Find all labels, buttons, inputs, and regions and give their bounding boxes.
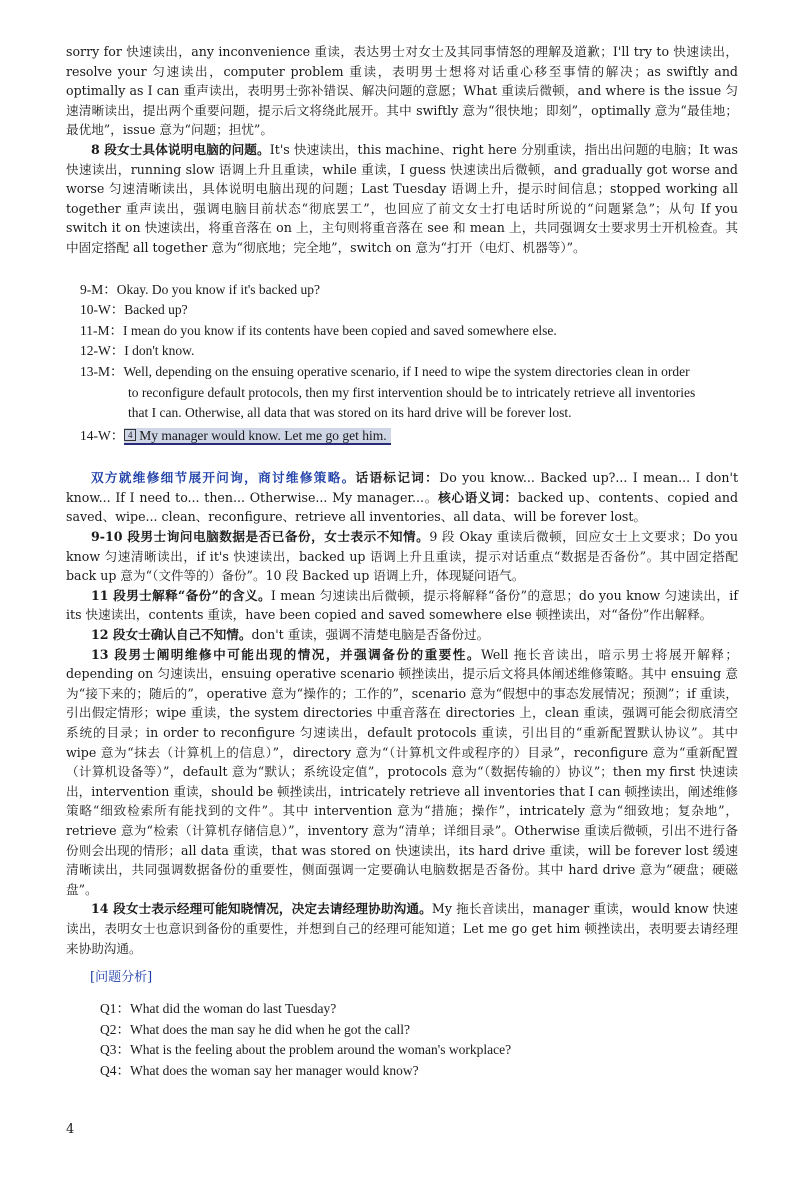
core-label: 核心语义词： xyxy=(438,489,518,505)
paragraph-11 xyxy=(66,586,738,625)
speaker-label: 11-M： xyxy=(80,322,123,338)
dialogue-line xyxy=(128,403,738,424)
dialogue-line-highlighted xyxy=(80,426,738,447)
dialogue-block xyxy=(66,280,738,447)
question-item xyxy=(100,1020,738,1041)
intro-paragraph: sorry for 快速读出，any inconvenience 重读，表达男士对女士及其同事情怒的理解及道歉；I'll try to 快速读出，resolve your 匀速读出，computer problem 重读，表明男士想将对话重心移至事情的解决；as swiftly and optimally as I can 重声读出，表明男士弥补错误、解决问题的意愿；What 重读后微顿，and where is the issue 匀速清晰读出，提出两个重要问题，提示后文将绕此展开。其中 swiftly 意为“很快地；即刻”，optimally 意为“最佳地；最优地”，issue 意为“问题；担忧”。 xyxy=(66,44,738,138)
dialogue-line xyxy=(80,341,738,362)
paragraph-text: don't 重读，强调不清楚电脑是否备份过。 xyxy=(251,627,490,643)
summary-paragraph xyxy=(66,468,738,527)
question-label: Q4： xyxy=(100,1062,130,1078)
question-text: What did the woman do last Tuesday? xyxy=(130,1001,337,1017)
dialogue-text: I mean do you know if its contents have been copied and saved somewhere else. xyxy=(123,322,557,338)
paragraph-14 xyxy=(66,899,738,958)
dialogue-text: to reconfigure default protocols, then my first intervention should be to intricately retrieve all inventories xyxy=(128,384,696,400)
speaker-label: 9-M： xyxy=(80,281,117,297)
marker-text: Do you know... Backed up?... I mean... I don't know... If I need to... then... Otherwise... My manager...。 xyxy=(66,470,739,505)
paragraph-8 xyxy=(66,140,738,258)
marker-label: 话语标记词： xyxy=(355,470,440,486)
page-number: 4 xyxy=(66,1122,75,1137)
question-marker-icon: 4 xyxy=(124,429,136,441)
analysis-label: [问题分析] xyxy=(90,970,153,986)
paragraph-heading: 14 段女士表示经理可能知晓情况，决定去请经理协助沟通。 xyxy=(91,901,432,917)
question-item xyxy=(100,1061,738,1082)
highlighted-sentence xyxy=(124,428,390,445)
paragraph-13 xyxy=(66,645,738,900)
summary-title: 双方就维修细节展开问询，商讨维修策略。 xyxy=(91,470,356,486)
question-label: Q2： xyxy=(100,1021,130,1037)
paragraph-text: Well 拖长音读出，暗示男士将展开解释；depending on 匀速读出，ensuing operative scenario 顿挫读出，提示后文将具体阐述维修策略。其中 ensuing 意为“接下来的；随后的”，operative 意为“操作的；工作的”，scenario 意为“假想中的事态发展情况；预测”；if 重读，引出假定情形；wipe 重读，the system directories 中重音落在 directories 上，clean 重读，强调可能会彻底清空系统的目录；in order to reconfigure 匀速读出，default protocols 重读，引出目的“重新配置默认协议”。其中 wipe 意为“抹去（计算机上的信息）”，directory 意为“（计算机文件或程序的）目录”，reconfigure 意为“重新配置（计算机设备等）”，default 意为“默认；系统设定值”，protocols 意为“（数据传输的）协议”；then my first 快速读出，intervention 重读，should be 顿挫读出，intricately retrieve all inventories that I can 顿挫读出，阐述维修策略“细致检索所有能找到的文件”。其中 intervention 意为“措施；操作”，intricately 意为“细致地；复杂地”，retrieve 意为“检索（计算机存储信息）”，inventory 意为“清单；详细目录”。Otherwise 重读后微顿，引出不进行备份则会出现的情形；all data 重读，that was stored on 快速读出，its hard drive 重读，will be forever lost 缓速清晰读出，共同强调数据备份的重要性，侧面强调一定要确认电脑数据是否备份。其中 hard drive 意为“硬盘；硬磁盘”。 xyxy=(66,646,738,897)
dialogue-line xyxy=(80,362,738,383)
dialogue-line xyxy=(80,280,738,301)
paragraph-text: My 拖长音读出，manager 重读，would know 快速读出，表明女士也意识到备份的重要性，并想到自己的经理可能知道；Let me go get him 顿挫读出，表明要去请经理来协助沟通。 xyxy=(66,901,738,956)
question-item xyxy=(100,1040,738,1061)
dialogue-line xyxy=(80,321,738,342)
question-label: Q1： xyxy=(100,1001,130,1017)
question-list xyxy=(66,999,738,1081)
question-item xyxy=(100,999,738,1020)
paragraph-9-10 xyxy=(66,527,738,586)
paragraph-heading: 13 段男士阐明维修中可能出现的情况，并强调备份的重要性。 xyxy=(91,646,481,662)
question-label: Q3： xyxy=(100,1042,130,1058)
dialogue-line xyxy=(80,300,738,321)
dialogue-line xyxy=(128,383,738,404)
speaker-label: 10-W： xyxy=(80,302,125,318)
question-text: What is the feeling about the problem around the woman's workplace? xyxy=(130,1042,512,1058)
paragraph-heading: 12 段女士确认自己不知情。 xyxy=(91,627,252,643)
dialogue-text: Well, depending on the ensuing operative scenario, if I need to wipe the system directories clean in order xyxy=(123,363,690,379)
paragraph-8-text: It's 快速读出，this machine、right here 分别重读，指出出问题的电脑；It was 快速读出，running slow 语调上升且重读，while 重读，I guess 快速读出后微顿，and gradually got worse and worse 匀速清晰读出，具体说明电脑出现的问题；Last Tuesday 语调上升，提示时间信息；stopped working all together 重声读出，强调电脑目前状态“彻底罢工”，也回应了前文女士打电话时所说的“问题紧急”；从句 If you switch it on 快速读出，将重音落在 on 上，主句则将重音落在 see 和 mean 上，共同强调女士要求男士开机检查。其中固定搭配 all together 意为“彻底地；完全地”，switch on 意为“打开（电灯、机器等）”。 xyxy=(66,141,739,255)
paragraph-heading: 9-10 段男士询问电脑数据是否已备份，女士表示不知情。 xyxy=(91,529,430,545)
paragraph-text: 9 段 Okay 重读后微顿，回应女士上文要求；Do you know 匀速清晰读出，if it's 快速读出，backed up 语调上升且重读，提示对话重点“数据是否备份”。其中固定搭配 back up 意为“（文件等的）备份”。10 段 Backed up 语调上升，体现疑问语气。 xyxy=(66,529,738,584)
dialogue-text: that I can. Otherwise, all data that was stored on its hard drive will be forever lost. xyxy=(128,405,572,421)
question-text: What does the woman say her manager would know? xyxy=(130,1062,419,1078)
paragraph-12 xyxy=(66,625,738,645)
dialogue-text: Backed up? xyxy=(124,302,188,318)
speaker-label: 13-M： xyxy=(80,363,124,379)
core-text: backed up、contents、copied and saved、wipe... clean、reconfigure、retrieve all inventories、all data、will be forever lost。 xyxy=(66,489,739,525)
paragraph-text: I mean 匀速读出后微顿，提示将解释“备份”的意思；do you know 匀速读出，if its 快速读出，contents 重读，have been copied and saved somewhere else 顿挫读出，对“备份”作出解释。 xyxy=(66,587,738,623)
question-text: What does the man say he did when he got the call? xyxy=(130,1021,411,1037)
speaker-label: 12-W： xyxy=(80,343,125,359)
paragraph-heading: 11 段男士解释“备份”的含义。 xyxy=(91,587,271,603)
dialogue-text: My manager would know. Let me go get him. xyxy=(139,427,387,443)
paragraph-8-heading: 8 段女士具体说明电脑的问题。 xyxy=(91,141,270,157)
dialogue-text: I don't know. xyxy=(124,343,195,359)
dialogue-text: Okay. Do you know if it's backed up? xyxy=(116,281,321,297)
speaker-label: 14-W： xyxy=(80,427,125,443)
